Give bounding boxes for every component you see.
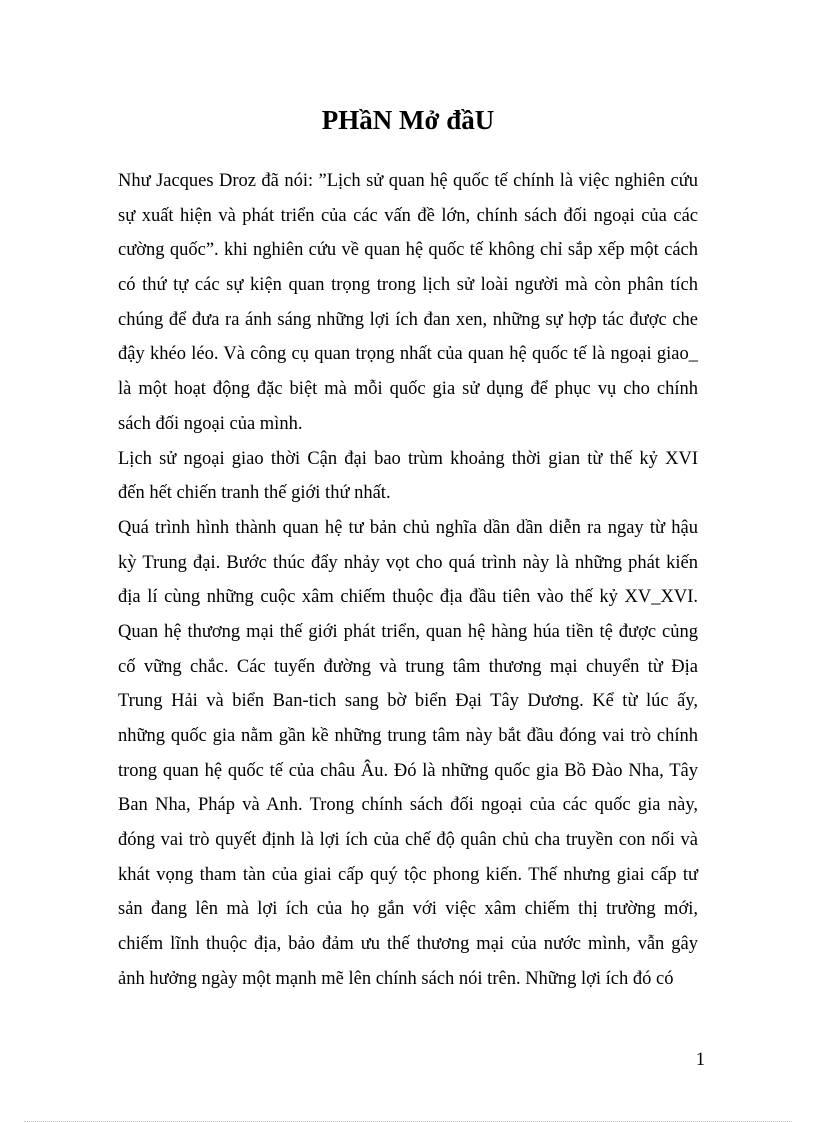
text-line: sự xuất hiện và phát triển của các vấn đề lớn, chính sách đối ngoại của các bbox=[118, 205, 698, 226]
page-boundary-divider bbox=[24, 1121, 792, 1122]
text-line: đóng vai trò quyết định là lợi ích của chế độ quân chủ cha truyền con nối và bbox=[118, 830, 698, 851]
text-line: Như Jacques Droz đã nói: ”Lịch sử quan hệ quốc tế chính là việc nghiên cứu bbox=[118, 171, 698, 191]
text-line: cố vững chắc. Các tuyến đường và trung tâm thương mại chuyển từ Địa bbox=[118, 656, 698, 677]
text-line: Quá trình hình thành quan hệ tư bản chủ nghĩa dần dần diễn ra ngay từ hậu bbox=[118, 517, 698, 538]
text-line: Trung Hải và biển Ban-tich sang bờ biển Đại Tây Dương. Kể từ lúc ấy, bbox=[118, 691, 698, 712]
text-line: đậy khéo léo. Và công cụ quan trọng nhất của quan hệ quốc tế là ngoại giao_ bbox=[118, 344, 698, 365]
text-line: chiếm lĩnh thuộc địa, bảo đảm ưu thế thương mại của nước mình, vẫn gây bbox=[118, 934, 698, 955]
paragraph-3 bbox=[118, 511, 698, 997]
text-line: Quan hệ thương mại thế giới phát triển, quan hệ hàng húa tiền tệ được củng bbox=[118, 621, 698, 642]
text-line: sách đối ngoại của mình. bbox=[118, 413, 303, 434]
text-line: chúng để đưa ra ánh sáng những lợi ích đan xen, những sự hợp tác được che bbox=[118, 309, 698, 330]
text-line: cường quốc”. khi nghiên cứu về quan hệ quốc tế không chỉ sắp xếp một cách bbox=[118, 240, 698, 261]
text-line: trong quan hệ quốc tế của châu Âu. Đó là những quốc gia Bồ Đào Nha, Tây bbox=[118, 760, 698, 781]
page-title: PHầN Mở đầU bbox=[321, 105, 495, 135]
text-line: khát vọng tham tàn của giai cấp quý tộc phong kiến. Thế nhưng giai cấp tư bbox=[118, 864, 698, 885]
text-line: có thứ tự các sự kiện quan trọng trong lịch sử loài người mà còn phân tích bbox=[118, 275, 698, 296]
body-text bbox=[118, 164, 698, 997]
text-line: Lịch sử ngoại giao thời Cận đại bao trùm khoảng thời gian từ thế kỷ XVI bbox=[118, 448, 698, 469]
paragraph-1 bbox=[118, 164, 698, 442]
text-line: địa lí cùng những cuộc xâm chiếm thuộc địa đầu tiên vào thế kỷ XV_XVI. bbox=[118, 587, 698, 608]
text-line: những quốc gia nằm gần kề những trung tâm này bắt đầu đóng vai trò chính bbox=[118, 726, 698, 746]
text-line: sản đang lên mà lợi ích của họ gắn với việc xâm chiếm thị trường mới, bbox=[118, 899, 698, 920]
paragraph-2 bbox=[118, 442, 698, 511]
text-line: Ban Nha, Pháp và Anh. Trong chính sách đối ngoại của các quốc gia này, bbox=[118, 795, 698, 816]
text-line: đến hết chiến tranh thế giới thứ nhất. bbox=[118, 483, 391, 504]
text-line: ảnh hưởng ngày một mạnh mẽ lên chính sách nói trên. Những lợi ích đó có bbox=[118, 968, 674, 989]
text-line: là một hoạt động đặc biệt mà mỗi quốc gia sử dụng để phục vụ cho chính bbox=[118, 379, 698, 400]
text-line: kỳ Trung đại. Bước thúc đẩy nhảy vọt cho quá trình này là những phát kiến bbox=[118, 552, 698, 573]
page-number: 1 bbox=[695, 1050, 705, 1070]
